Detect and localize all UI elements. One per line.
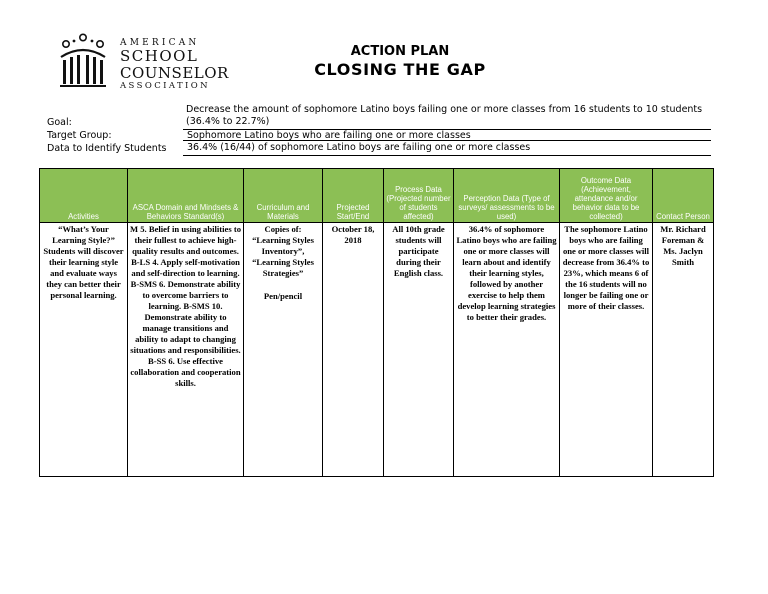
cell-process-data: All 10th grade students will participate during their English class. [384, 223, 454, 477]
logo-text-school: SCHOOL [120, 47, 199, 65]
cell-perception-data: 36.4% of sophomore Latino boys who are failing one or more classes will learn about and identify their learning styles, followed by another exercise to help them develop learning strategies to better their grades. [454, 223, 560, 477]
header-perception-data: Perception Data (Type of surveys/ assessments to be used) [454, 169, 560, 223]
data-identify-label: Data to Identify Students [47, 143, 167, 154]
cell-curriculum [244, 223, 323, 477]
curriculum-materials: Pen/pencil [263, 291, 303, 301]
cell-standards: M 5. Belief in using abilities to their fullest to achieve high-quality results and outcomes. B-LS 4. Apply self-motivation and self-direction to learning. B-SMS 6. Demonstrate ability to overcome barriers to learning. B-SMS 10. Demonstrate ability to manage transitions and ability to adapt to changing situations and responsibilities. B-SS 6. Use effective collaboration and cooperation skills. [128, 223, 244, 477]
action-plan-table [39, 168, 714, 477]
table-header-row [40, 169, 714, 223]
header-contact: Contact Person [653, 169, 714, 223]
header-dates: Projected Start/End [323, 169, 384, 223]
logo-text-counselor: COUNSELOR [120, 64, 229, 82]
cell-outcome-data: The sophomore Latino boys who are failing one or more classes will decrease from 36.4% to 23%, which means 6 of the 16 students will no longer be failing one or more of their classes. [560, 223, 653, 477]
page-subtitle: CLOSING THE GAP [314, 60, 486, 79]
goal-value: Decrease the amount of sophomore Latino boys failing one or more classes from 16 students to 10 students (36.4% to 22.7%) [186, 104, 703, 127]
header-outcome-data: Outcome Data (Achievement, attendance and/or behavior data to be collected) [560, 169, 653, 223]
logo-text-american: AMERICAN [120, 38, 200, 48]
logo-text-association: ASSOCIATION [120, 81, 210, 91]
cell-activities: “What’s Your Learning Style?” Students will discover their learning style and evaluate ways they can better their personal learning. [40, 223, 128, 477]
data-identify-value: 36.4% (16/44) of sophomore Latino boys are failing one or more classes [183, 142, 711, 156]
table-row [40, 223, 714, 477]
header-curriculum: Curriculum and Materials [244, 169, 323, 223]
goal-label: Goal: [47, 117, 72, 128]
header-process-data: Process Data (Projected number of students affected) [384, 169, 454, 223]
cell-contact: Mr. Richard Foreman & Ms. Jaclyn Smith [653, 223, 714, 477]
curriculum-copies: Copies of: “Learning Styles Inventory”, “Learning Styles Strategies” [252, 224, 314, 278]
header-standards: ASCA Domain and Mindsets & Behaviors Standard(s) [128, 169, 244, 223]
page-title: ACTION PLAN [350, 44, 450, 59]
header-activities: Activities [40, 169, 128, 223]
cell-dates: October 18, 2018 [323, 223, 384, 477]
target-group-label: Target Group: [47, 130, 112, 141]
target-group-value: Sophomore Latino boys who are failing one or more classes [183, 129, 711, 141]
